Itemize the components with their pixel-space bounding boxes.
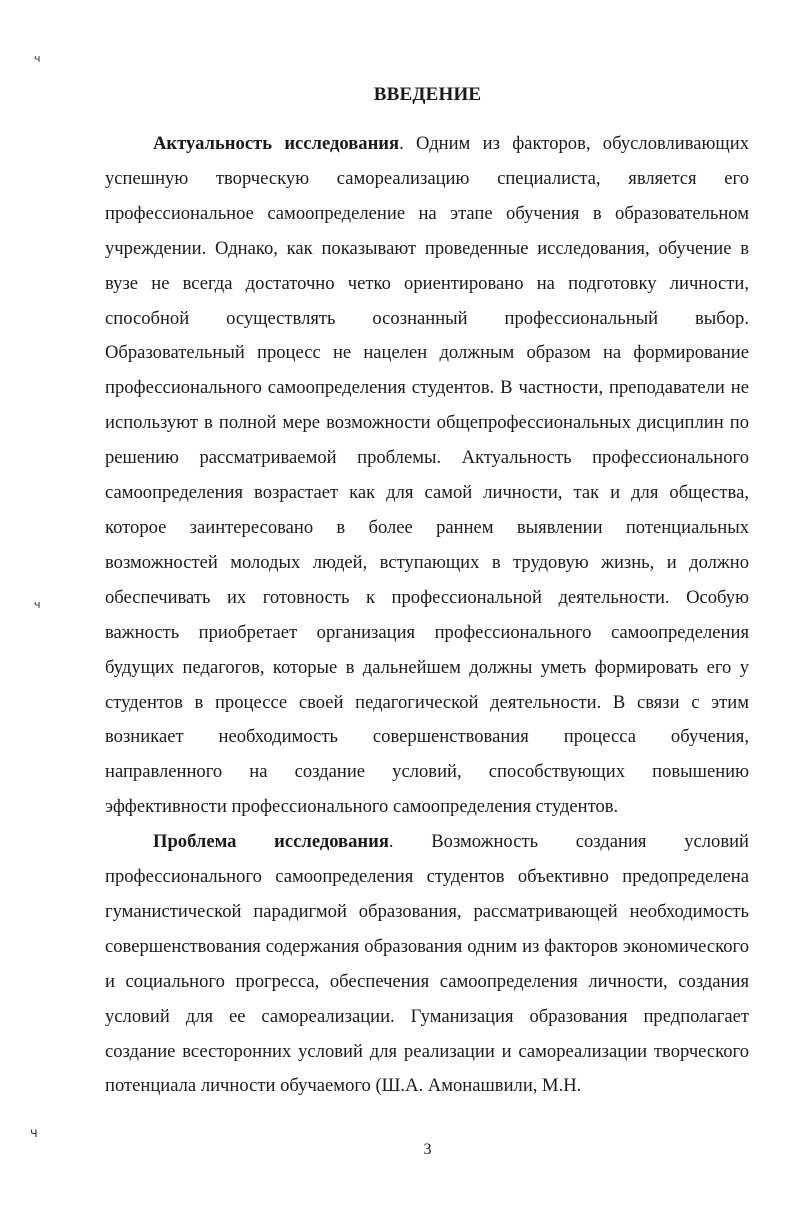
paragraph-relevance xyxy=(105,127,749,825)
section-heading: ВВЕДЕНИЕ xyxy=(373,84,482,105)
scan-artifact: ч xyxy=(34,598,41,611)
scan-artifact: ч xyxy=(34,52,41,65)
paragraph-text: . Одним из факторов, обусловливающих успешную творческую самореализацию специалиста, является его профессиональное самоопределение на этапе обучения в образовательном учреждении. Однако, как показывают проведенные исследования, обучение в вузе не всегда достаточно четко ориентировано на подготовку личности, способной осуществлять осознанный профессиональный выбор. Образовательный процесс не нацелен должным образом на формирование профессионального самоопределения студентов. В частности, преподаватели не используют в полной мере возможности общепрофессиональных дисциплин по решению рассматриваемой проблемы. Актуальность профессионального самоопределения возрастает как для самой личности, так и для общества, которое заинтересовано в более раннем выявлении потенциальных возможностей молодых людей, вступающих в трудовую жизнь, и должно обеспечивать их готовность к профессиональной деятельности. Особую важность приобретает организация профессионального самоопределения будущих педагогов, которые в дальнейшем должны уметь формировать его у студентов в процессе своей педагогической деятельности. В связи с этим возникает необходимость совершенствования процесса обучения, направленного на создание условий, способствующих повышению эффективности профессионального самоопределения студентов. xyxy=(105,133,749,818)
scan-artifact: ч xyxy=(30,1126,38,1141)
paragraph-problem xyxy=(105,825,749,1104)
body-text xyxy=(105,127,749,1104)
paragraph-lead: Актуальность исследования xyxy=(153,133,400,154)
paragraph-lead: Проблема исследования xyxy=(153,831,389,853)
page-number: 3 xyxy=(423,1141,432,1158)
paragraph-text: . Возможность создания условий профессионального самоопределения студентов объективно предопределена гуманистической парадигмой образования, рассматривающей необходимость совершенствования содержания образования одним из факторов экономического и социального прогресса, обеспечения самоопределения личности, создания условий для ее самореализации. Гуманизация образования предполагает создание всесторонних условий для реализации и самореализации творческого потенциала личности обучаемого (Ш.А. Амонашвили, М.Н. xyxy=(105,831,749,1097)
